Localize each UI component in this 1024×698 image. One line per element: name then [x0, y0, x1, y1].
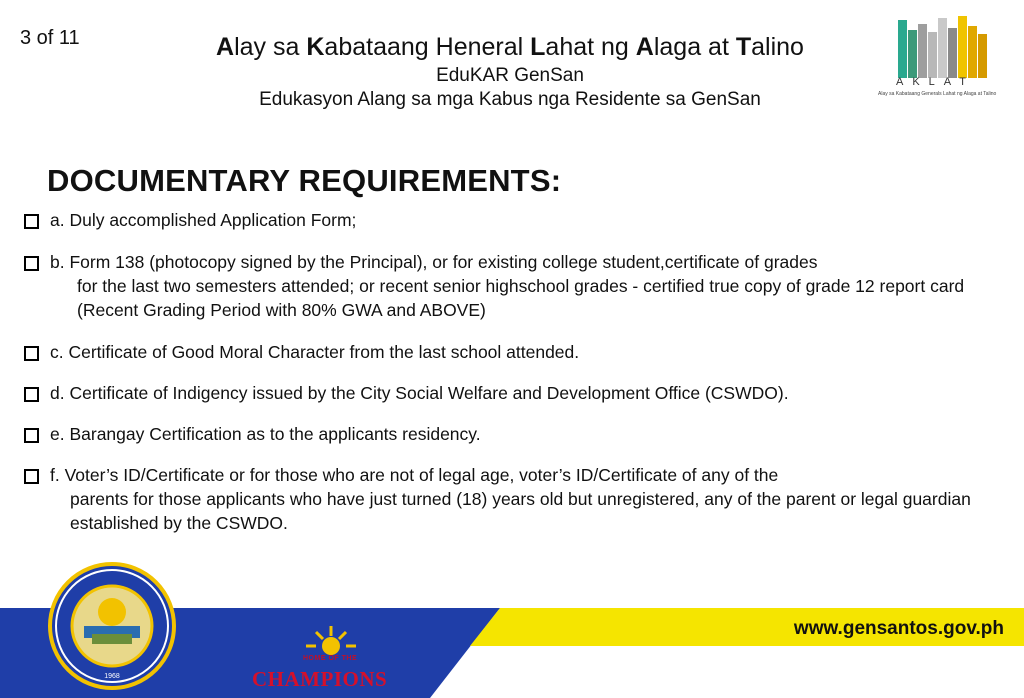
checkbox-icon — [24, 214, 39, 229]
requirement-item — [24, 463, 1009, 535]
checkbox-icon — [24, 469, 39, 484]
requirement-text: c. Certificate of Good Moral Character from the last school attended. — [50, 342, 580, 362]
logo-tagline: Alay sa Kabataang Generals Lahat ng Alaga at Talino — [878, 91, 997, 97]
title-part: Talino — [735, 33, 804, 61]
requirement-text: a. Duly accomplished Application Form; — [50, 210, 357, 230]
logo-book-bar — [918, 24, 927, 78]
logo-books-graphic — [898, 16, 992, 78]
requirements-list — [24, 208, 1009, 535]
logo-book-bar — [908, 30, 917, 78]
city-seal-icon — [50, 564, 174, 688]
program-subtitle: EduKAR GenSan — [436, 65, 584, 86]
logo-wordmark: AKLAT — [896, 76, 976, 88]
checkbox-icon — [24, 428, 39, 443]
checkbox-icon — [24, 387, 39, 402]
requirement-item — [24, 208, 1009, 232]
requirement-continuation: for the last two semesters attended; or recent senior highschool grades - certified true copy of grade 12 report card (Recent Grading Period with 80% GWA and ABOVE) — [77, 276, 965, 320]
champions-home-text: HOME OF THE — [303, 655, 358, 662]
requirement-text: b. Form 138 (photocopy signed by the Principal), or for existing college student,certificate of grades — [50, 252, 818, 272]
aklat-logo — [868, 16, 1008, 100]
program-title — [110, 30, 910, 64]
requirement-text: d. Certificate of Indigency issued by the City Social Welfare and Development Office (CSWDO). — [50, 383, 789, 403]
title-part: Kabataang Heneral — [306, 33, 531, 61]
requirement-text: f. Voter’s ID/Certificate or for those who are not of legal age, voter’s ID/Certificate of any of the — [50, 465, 779, 485]
requirement-item — [24, 340, 1009, 364]
program-subtitle-2: Edukasyon Alang sa mga Kabus nga Residente sa GenSan — [259, 89, 761, 110]
page-counter: 3 of 11 — [20, 27, 80, 49]
document-header — [110, 30, 910, 112]
checkbox-icon — [24, 256, 39, 271]
requirement-item — [24, 381, 1009, 405]
checkbox-icon — [24, 346, 39, 361]
title-part: Lahat ng — [530, 33, 636, 61]
svg-text:1968: 1968 — [104, 673, 120, 680]
title-part: Alaga at — [635, 33, 736, 61]
requirement-text: e. Barangay Certification as to the applicants residency. — [50, 424, 481, 444]
website-link[interactable]: www.gensantos.gov.ph — [793, 618, 1004, 639]
title-part: Alay sa — [216, 33, 307, 61]
logo-book-bar — [948, 28, 957, 78]
logo-book-bar — [928, 32, 937, 78]
section-heading: DOCUMENTARY REQUIREMENTS: — [47, 163, 562, 198]
logo-book-bar — [958, 16, 967, 78]
logo-book-bar — [978, 34, 987, 78]
logo-book-bar — [938, 18, 947, 78]
requirement-item — [24, 250, 1009, 322]
champions-logo-text: CHAMPIONS — [252, 667, 388, 691]
requirement-continuation: parents for those applicants who have just turned (18) years old but unregistered, any of the parent or legal guardian established by the CSWDO. — [70, 489, 971, 533]
logo-book-bar — [898, 20, 907, 78]
logo-book-bar — [968, 26, 977, 78]
requirement-item — [24, 422, 1009, 446]
